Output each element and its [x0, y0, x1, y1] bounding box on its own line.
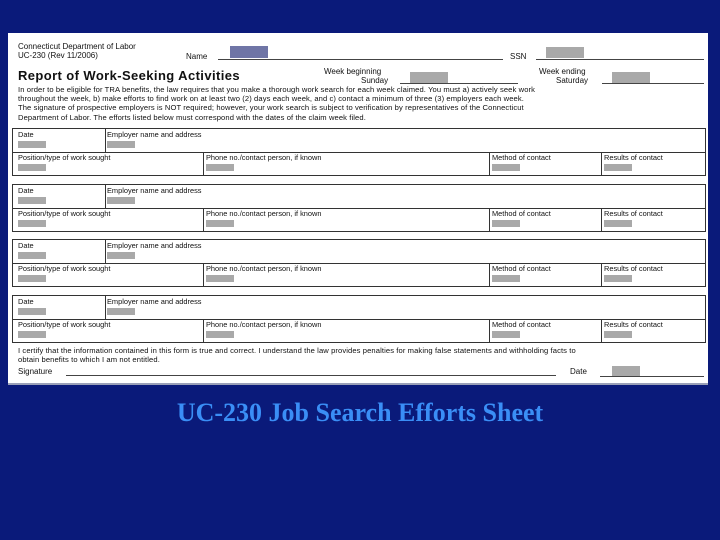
phone-field[interactable] [206, 331, 234, 338]
signature-label: Signature [18, 367, 53, 376]
employer-label: Employer name and address [107, 186, 202, 195]
employer-field[interactable] [107, 308, 135, 315]
position-field[interactable] [18, 275, 46, 282]
certification-line: obtain benefits to which I am not entitled. [18, 355, 160, 365]
week-beginning-label: Week beginning [324, 67, 382, 76]
work-search-entry [12, 295, 706, 343]
method-label: Method of contact [492, 209, 551, 218]
instructions-line: The signature of prospective employers is NOT required; however, your work search is subject to verification by representatives of the Connecticut [18, 103, 524, 113]
week-beginning-field[interactable] [410, 72, 448, 83]
date-label: Date [18, 186, 34, 195]
name-label: Name [186, 52, 208, 61]
work-search-entry [12, 184, 706, 232]
form-bottom-edge [8, 383, 708, 385]
week-ending-underline [602, 83, 704, 84]
position-label: Position/type of work sought [18, 320, 111, 329]
results-field[interactable] [604, 331, 632, 338]
week-ending-field[interactable] [612, 72, 650, 83]
form-number: UC-230 (Rev 11/2006) [18, 51, 98, 60]
employer-label: Employer name and address [107, 130, 202, 139]
position-field[interactable] [18, 164, 46, 171]
employer-label: Employer name and address [107, 297, 202, 306]
slide-caption: UC-230 Job Search Efforts Sheet [176, 398, 544, 427]
employer-label: Employer name and address [107, 241, 202, 250]
phone-label: Phone no./contact person, if known [206, 153, 322, 162]
ssn-underline [536, 59, 704, 60]
instructions-line: throughout the week, b) make efforts to find work on at least two (2) days each week, and c) contact a minimum of three (3) employers each week. [18, 94, 524, 104]
results-label: Results of contact [604, 153, 663, 162]
week-ending-label: Week ending [539, 67, 586, 76]
form-title: Report of Work-Seeking Activities [18, 68, 240, 83]
method-field[interactable] [492, 220, 520, 227]
results-label: Results of contact [604, 209, 663, 218]
employer-field[interactable] [107, 141, 135, 148]
date-field[interactable] [18, 141, 46, 148]
week-ending-day: Saturday [556, 76, 589, 85]
employer-field[interactable] [107, 197, 135, 204]
phone-field[interactable] [206, 220, 234, 227]
date-sign-label: Date [570, 367, 587, 376]
method-label: Method of contact [492, 264, 551, 273]
date-sign-underline [600, 376, 704, 377]
ssn-label: SSN [510, 52, 527, 61]
results-field[interactable] [604, 164, 632, 171]
phone-label: Phone no./contact person, if known [206, 264, 322, 273]
position-label: Position/type of work sought [18, 264, 111, 273]
date-field[interactable] [18, 252, 46, 259]
results-field[interactable] [604, 220, 632, 227]
position-label: Position/type of work sought [18, 209, 111, 218]
position-field[interactable] [18, 331, 46, 338]
sign-date-field[interactable] [612, 366, 640, 376]
instructions [18, 85, 708, 122]
week-beginning-underline [400, 83, 518, 84]
name-underline [218, 59, 503, 60]
results-label: Results of contact [604, 264, 663, 273]
results-field[interactable] [604, 275, 632, 282]
date-label: Date [18, 241, 34, 250]
name-field[interactable] [230, 46, 268, 58]
uc230-form [8, 33, 708, 383]
ssn-field[interactable] [546, 47, 584, 58]
certification-line: I certify that the information contained in this form is true and correct. I understand the law provides penalties for making false statements and withholding facts to [18, 346, 576, 355]
slide-top-band [0, 0, 720, 33]
phone-label: Phone no./contact person, if known [206, 209, 322, 218]
date-label: Date [18, 297, 34, 306]
employer-field[interactable] [107, 252, 135, 259]
position-field[interactable] [18, 220, 46, 227]
results-label: Results of contact [604, 320, 663, 329]
agency-name: Connecticut Department of Labor [18, 42, 136, 51]
method-label: Method of contact [492, 320, 551, 329]
method-field[interactable] [492, 331, 520, 338]
phone-label: Phone no./contact person, if known [206, 320, 322, 329]
method-field[interactable] [492, 275, 520, 282]
phone-field[interactable] [206, 275, 234, 282]
instructions-line: In order to be eligible for TRA benefits, the law requires that you make a thorough work search for each week claimed. You must a) actively seek work [18, 85, 536, 94]
certification [18, 346, 708, 364]
work-search-entry [12, 128, 706, 176]
work-search-entry [12, 239, 706, 287]
instructions-line: Department of Labor. The efforts listed below must correspond with the dates of the claim week filed. [18, 112, 366, 122]
date-field[interactable] [18, 197, 46, 204]
position-label: Position/type of work sought [18, 153, 111, 162]
week-beginning-day: Sunday [361, 76, 389, 85]
date-field[interactable] [18, 308, 46, 315]
phone-field[interactable] [206, 164, 234, 171]
method-field[interactable] [492, 164, 520, 171]
signature-line[interactable] [66, 375, 556, 376]
method-label: Method of contact [492, 153, 551, 162]
date-label: Date [18, 130, 34, 139]
